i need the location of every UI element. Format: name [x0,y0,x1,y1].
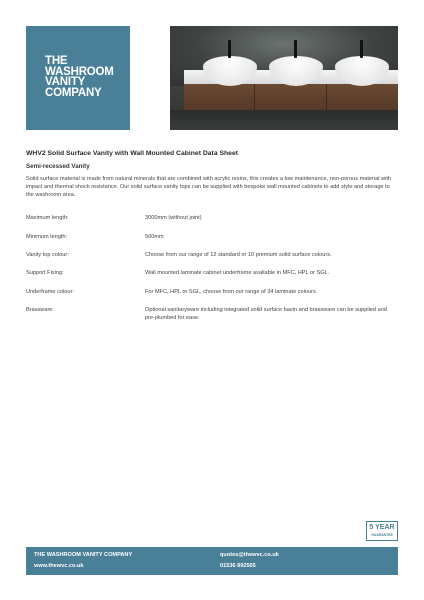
document-title: WHV2 Solid Surface Vanity with Wall Mounted Cabinet Data Sheet [26,150,238,157]
spec-row-min-length [26,233,398,241]
cabinet-door-split [326,84,327,110]
spec-label: Underframe colour: [26,289,74,295]
spec-value: For MFC, HPL or SGL, choose from our range of 34 laminate colours. [145,289,318,295]
floor-shadow [170,110,398,130]
vanity-photo [170,26,398,130]
footer-website[interactable]: www.thewvc.co.uk [34,563,84,569]
cabinet-door-split [254,84,255,110]
spec-row-support-fixing [26,269,398,277]
spec-row-underframe-colour [26,288,398,296]
spec-label: Support Fixing: [26,270,64,276]
spec-value: 500mm [145,234,164,240]
guarantee-years: 5 YEAR [369,524,395,531]
wall-cabinet [184,84,398,110]
spec-value: 3000mm (without joint) [145,215,202,221]
footer-bar [26,547,398,575]
spec-row-brassware [26,306,398,322]
logo-text: THE WASHROOM VANITY COMPANY [45,55,114,99]
document-subtitle: Semi-recessed Vanity [26,163,90,170]
guarantee-badge [366,521,398,541]
footer-email[interactable]: quotes@thewvc.co.uk [220,552,279,558]
spec-row-max-length [26,214,398,222]
tap-icon [228,40,231,58]
guarantee-label: GUARANTEE [371,533,393,537]
company-logo [26,26,130,130]
spec-label: Maximum length: [26,215,69,221]
footer-phone[interactable]: 01536 892505 [220,563,256,569]
intro-paragraph: Solid surface material is made from natural minerals that are combined with acrylic resins, this creates a low maintenance, non-porous material with impact and thermal shock resistance. Our solid surface vanity tops can be supplied with bespoke wall mounted cabinets to add style and storage to the washroom area. [26,176,391,198]
tap-icon [360,40,363,58]
spec-value: Wall mounted laminate cabinet underframe available in MFC, HPL or SGL. [145,270,330,276]
spec-value: Optional sanitaryware including integrated solid surface basin and brassware can be supplied and pre-plumbed for ease. [145,307,387,321]
spec-row-top-colour [26,251,398,259]
tap-icon [294,40,297,58]
spec-label: Minimum length: [26,234,68,240]
spec-label: Brassware: [26,307,54,313]
spec-label: Vanity top colour: [26,252,69,258]
footer-company: THE WASHROOM VANITY COMPANY [34,552,133,558]
spec-value: Choose from our range of 12 standard or 10 premium solid surface colours. [145,252,332,258]
